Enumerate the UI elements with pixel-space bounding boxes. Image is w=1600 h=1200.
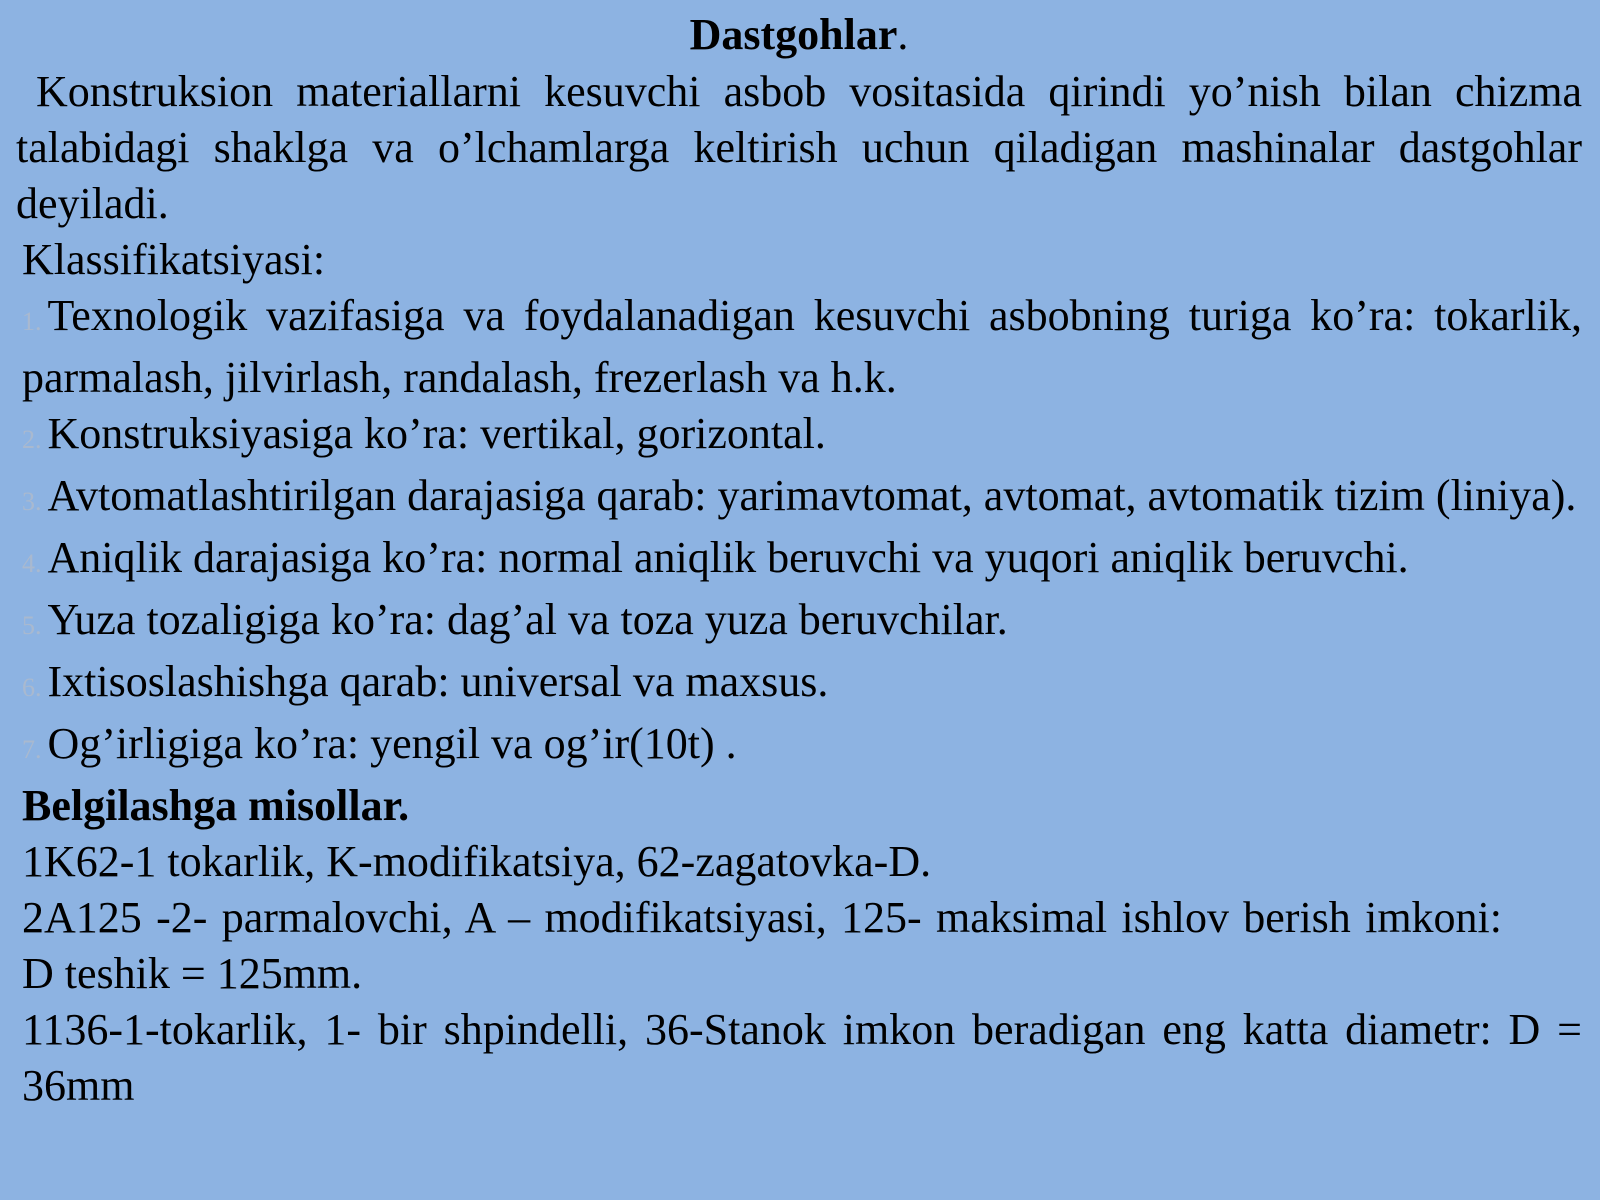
item-text: Aniqlik darajasiga ko’ra: normal aniqlik beruvchi va yuqori aniqlik beruvchi. [47, 533, 1409, 582]
examples-heading: Belgilashga misollar. [22, 781, 410, 830]
item-number: 7. [22, 735, 42, 764]
example-1: 1K62-1 tokarlik, K-modifikatsiya, 62-zagatovka-D. [22, 837, 932, 886]
example-2: 2A125 -2- parmalovchi, A – modifikatsiyasi, 125- maksimal ishlov berish imkoni: D teshik = 125mm. [22, 893, 1502, 998]
classification-item-3 [16, 468, 1582, 530]
item-number: 6. [22, 673, 42, 702]
classification-item-4 [16, 530, 1582, 592]
item-text: Og’irligiga ko’ra: yengil va og’ir(10t) . [47, 719, 737, 768]
item-text: Yuza tozaligiga ko’ra: dag’al va toza yuza beruvchilar. [47, 595, 1008, 644]
classification-item-2 [16, 406, 1582, 468]
item-number: 2. [22, 425, 42, 454]
item-text: Konstruksiyasiga ko’ra: vertikal, gorizontal. [47, 409, 826, 458]
item-text: Avtomatlashtirilgan darajasiga qarab: yarimavtomat, avtomat, avtomatik tizim (liniya). [47, 471, 1577, 520]
page-title [16, 10, 1582, 60]
classification-heading: Klassifikatsiyasi: [22, 235, 326, 284]
classification-item-5 [16, 592, 1582, 654]
classification-item-6 [16, 654, 1582, 716]
item-text: Ixtisoslashishga qarab: universal va maxsus. [47, 657, 829, 706]
intro-paragraph: Konstruksion materiallarni kesuvchi asbob vositasida qirindi yo’nish bilan chizma talabidagi shaklga va o’lchamlarga keltirish uchun qiladigan mashinalar dastgohlar deyiladi. [16, 67, 1582, 228]
item-number: 5. [22, 611, 42, 640]
item-number: 4. [22, 549, 42, 578]
item-number: 3. [22, 487, 42, 516]
classification-item-1 [16, 288, 1582, 406]
title-dot: . [897, 10, 909, 59]
item-number: 1. [22, 307, 42, 336]
title-text: Dastgohlar [689, 10, 898, 59]
item-text: Texnologik vazifasiga va foydalanadigan kesuvchi asbobning turiga ko’ra: tokarlik, parmalash, jilvirlash, randalash, frezerlash va h.k. [22, 291, 1582, 402]
classification-item-7 [16, 716, 1582, 778]
example-3: 1136-1-tokarlik, 1- bir shpindelli, 36-Stanok imkon beradigan eng katta diametr: D = 36mm [22, 1005, 1582, 1110]
